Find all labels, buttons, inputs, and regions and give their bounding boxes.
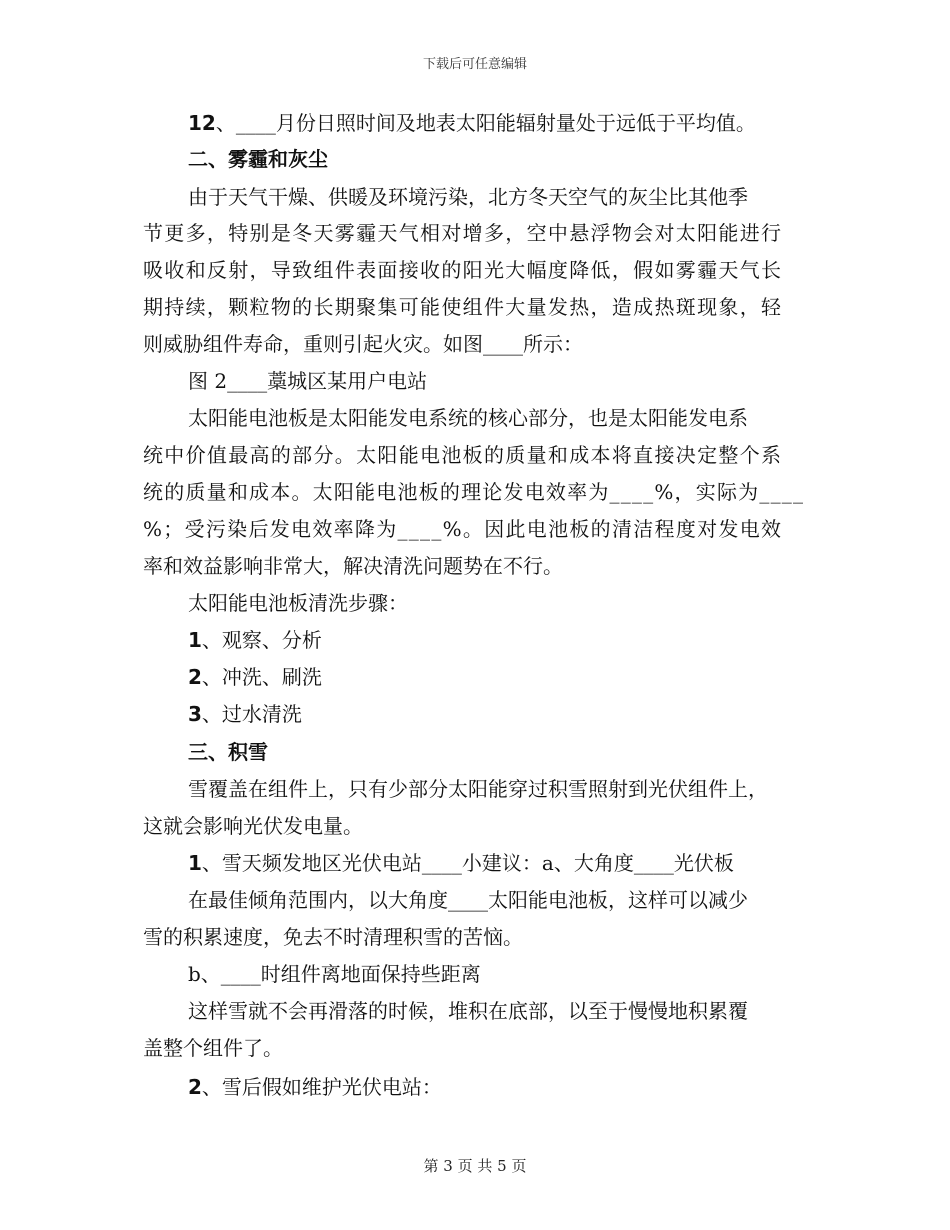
- text-line: 统中价值最高的部分。太阳能电池板的质量和成本将直接决定整个系: [143, 443, 783, 467]
- section-heading: 二、雾霾和灰尘: [188, 147, 328, 171]
- text-line: [188, 702, 302, 726]
- text-line: [188, 628, 322, 652]
- list-number: 2: [188, 665, 202, 689]
- text-line: 由于天气干燥、供暖及环境污染，北方冬天空气的灰尘比其他季: [188, 185, 748, 209]
- text-line: %；受污染后发电效率降为____%。因此电池板的清洁程度对发电效: [143, 517, 783, 541]
- text-line: 率和效益影响非常大，解决清洗问题势在不行。: [143, 554, 563, 578]
- text-line: 吸收和反射，导致组件表面接收的阳光大幅度降低，假如雾霾天气长: [143, 258, 783, 282]
- text-line: 节更多，特别是冬天雾霾天气相对增多，空中悬浮物会对太阳能进行: [143, 221, 783, 245]
- list-number: 2: [188, 1075, 202, 1099]
- section-heading: 三、积雪: [188, 740, 268, 764]
- text-line: 这样雪就不会再滑落的时候，堆积在底部，以至于慢慢地积累覆: [188, 999, 748, 1023]
- text-line: 盖整个组件了。: [143, 1036, 283, 1060]
- text-line: 则威胁组件寿命，重则引起火灾。如图____所示：: [143, 332, 583, 356]
- page-footer: 第 3 页 共 5 页: [423, 1157, 527, 1175]
- text-line: 雪覆盖在组件上，只有少部分太阳能穿过积雪照射到光伏组件上，: [188, 777, 768, 801]
- list-number: 1: [188, 851, 202, 875]
- text-line: 雪的积累速度，免去不时清理积雪的苦恼。: [143, 925, 523, 949]
- text-line: [188, 851, 734, 875]
- text-line: b、____时组件离地面保持些距离: [188, 962, 481, 986]
- text-line: 这就会影响光伏发电量。: [143, 814, 363, 838]
- list-text: 、雪后假如维护光伏电站：: [201, 1075, 442, 1099]
- list-number: 12: [188, 111, 216, 135]
- page-header: 下载后可任意编辑: [422, 57, 527, 72]
- text-line: [188, 665, 322, 689]
- list-text: 、____月份日照时间及地表太阳能辐射量处于远低于平均值。: [215, 111, 756, 135]
- text-line: 太阳能电池板是太阳能发电系统的核心部分，也是太阳能发电系: [188, 406, 748, 430]
- text-line: 图 2____藁城区某用户电站: [188, 369, 428, 393]
- text-line: 太阳能电池板清洗步骤：: [188, 591, 408, 615]
- list-text: 、雪天频发地区光伏电站____小建议：a、大角度____光伏板: [201, 851, 734, 875]
- list-text: 、过水清洗: [201, 702, 302, 726]
- text-line: 统的质量和成本。太阳能电池板的理论发电效率为____%，实际为____: [143, 480, 805, 504]
- list-number: 3: [188, 702, 202, 726]
- list-text: 、观察、分析: [201, 628, 322, 652]
- list-text: 、冲洗、刷洗: [201, 665, 322, 689]
- text-line: [188, 1075, 442, 1099]
- text-line: [188, 111, 756, 135]
- text-line: 期持续，颗粒物的长期聚集可能使组件大量发热，造成热斑现象，轻: [143, 295, 783, 319]
- list-number: 1: [188, 628, 202, 652]
- text-line: 在最佳倾角范围内，以大角度____太阳能电池板，这样可以减少: [188, 888, 748, 912]
